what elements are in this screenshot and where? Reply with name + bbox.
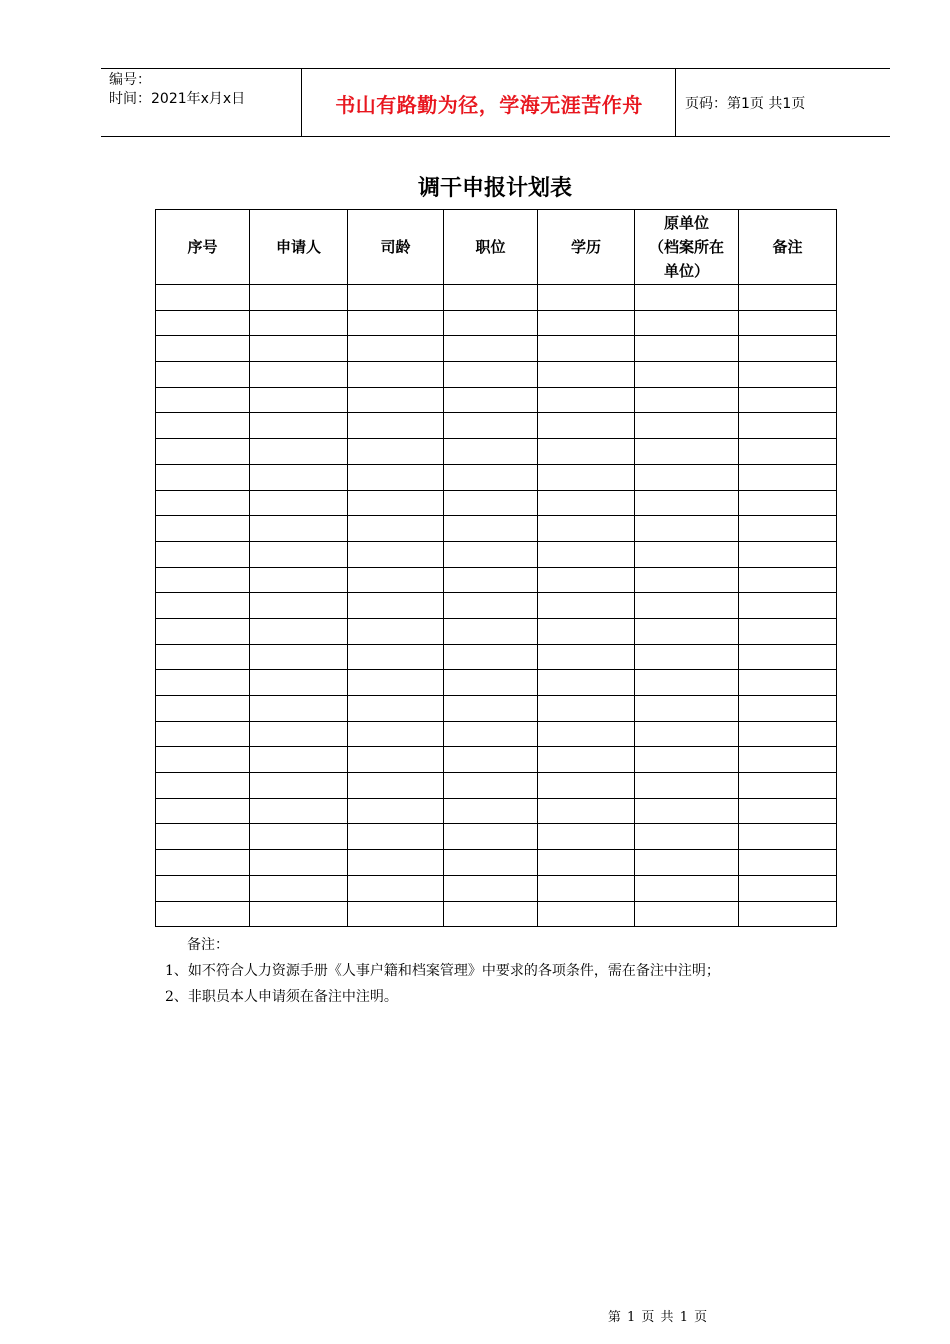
table-row — [156, 336, 837, 362]
table-cell[interactable] — [739, 670, 837, 696]
table-cell[interactable] — [156, 850, 250, 876]
table-cell[interactable] — [538, 798, 635, 824]
table-cell[interactable] — [444, 490, 538, 516]
table-cell[interactable] — [635, 336, 739, 362]
table-cell[interactable] — [538, 644, 635, 670]
table-body — [156, 285, 837, 927]
table-cell[interactable] — [348, 850, 444, 876]
table-cell[interactable] — [250, 824, 348, 850]
table-cell[interactable] — [250, 670, 348, 696]
table-cell[interactable] — [444, 670, 538, 696]
table-cell[interactable] — [538, 824, 635, 850]
table-cell[interactable] — [444, 824, 538, 850]
table-cell[interactable] — [156, 875, 250, 901]
number-label: 编号： — [109, 72, 151, 88]
table-cell[interactable] — [739, 336, 837, 362]
table-cell[interactable] — [444, 901, 538, 927]
table-cell[interactable] — [348, 773, 444, 799]
table-cell[interactable] — [156, 644, 250, 670]
table-cell[interactable] — [156, 310, 250, 336]
table-row — [156, 875, 837, 901]
table-cell[interactable] — [635, 439, 739, 465]
table-cell[interactable] — [156, 747, 250, 773]
table-cell[interactable] — [250, 850, 348, 876]
table-cell[interactable] — [156, 413, 250, 439]
table-cell[interactable] — [538, 285, 635, 311]
table-cell[interactable] — [739, 387, 837, 413]
table-cell[interactable] — [635, 285, 739, 311]
table-cell[interactable] — [739, 285, 837, 311]
notes-label: 备注： — [187, 937, 229, 953]
table-cell[interactable] — [538, 336, 635, 362]
table-cell[interactable] — [156, 696, 250, 722]
table-cell[interactable] — [348, 824, 444, 850]
page-indicator: 页码：第1页 共1页 — [685, 96, 806, 112]
table-cell[interactable] — [739, 644, 837, 670]
header-motto: 书山有路勤为径，学海无涯苦作舟 — [335, 93, 643, 117]
table-cell[interactable] — [739, 362, 837, 388]
table-cell[interactable] — [635, 644, 739, 670]
table-cell[interactable] — [635, 696, 739, 722]
header-meta — [109, 71, 245, 109]
table-cell[interactable] — [635, 824, 739, 850]
table-cell[interactable] — [348, 362, 444, 388]
table-cell[interactable] — [348, 464, 444, 490]
table-row — [156, 593, 837, 619]
table-row — [156, 644, 837, 670]
table-row — [156, 773, 837, 799]
table-row — [156, 541, 837, 567]
table-row — [156, 721, 837, 747]
table-cell[interactable] — [444, 747, 538, 773]
table-cell[interactable] — [635, 387, 739, 413]
table-cell[interactable] — [635, 901, 739, 927]
table-cell[interactable] — [156, 670, 250, 696]
table-cell[interactable] — [538, 387, 635, 413]
table-cell[interactable] — [348, 516, 444, 542]
table-cell[interactable] — [444, 413, 538, 439]
table-cell[interactable] — [538, 413, 635, 439]
table-cell[interactable] — [444, 618, 538, 644]
table-cell[interactable] — [635, 362, 739, 388]
table-cell[interactable] — [538, 593, 635, 619]
table-cell[interactable] — [538, 901, 635, 927]
table-cell[interactable] — [538, 850, 635, 876]
column-header-seniority: 司龄 — [348, 210, 444, 285]
table-cell[interactable] — [444, 850, 538, 876]
table-cell[interactable] — [250, 541, 348, 567]
table-row — [156, 901, 837, 927]
document-title: 调干申报计划表 — [417, 176, 572, 201]
document-header — [101, 68, 890, 137]
column-header-applicant: 申请人 — [250, 210, 348, 285]
table-cell[interactable] — [538, 696, 635, 722]
table-row — [156, 490, 837, 516]
table-row — [156, 824, 837, 850]
table-row — [156, 439, 837, 465]
notes-section — [155, 932, 720, 1010]
table-cell[interactable] — [444, 439, 538, 465]
table-cell[interactable] — [739, 824, 837, 850]
table-cell[interactable] — [739, 593, 837, 619]
table-cell[interactable] — [348, 336, 444, 362]
table-row — [156, 670, 837, 696]
table-cell[interactable] — [156, 285, 250, 311]
table-cell[interactable] — [538, 567, 635, 593]
table-cell[interactable] — [739, 439, 837, 465]
table-cell[interactable] — [250, 593, 348, 619]
table-cell[interactable] — [250, 387, 348, 413]
page-footer: 第 1 页 共 1 页 — [607, 1310, 709, 1325]
table-cell[interactable] — [250, 901, 348, 927]
table-cell[interactable] — [635, 516, 739, 542]
table-cell[interactable] — [444, 362, 538, 388]
table-cell[interactable] — [739, 747, 837, 773]
table-cell[interactable] — [348, 285, 444, 311]
table-cell[interactable] — [635, 464, 739, 490]
table-cell[interactable] — [444, 516, 538, 542]
table-cell[interactable] — [250, 773, 348, 799]
table-cell[interactable] — [538, 618, 635, 644]
table-cell[interactable] — [635, 875, 739, 901]
table-cell[interactable] — [156, 362, 250, 388]
table-cell[interactable] — [444, 696, 538, 722]
table-cell[interactable] — [348, 593, 444, 619]
table-cell[interactable] — [635, 490, 739, 516]
note-item: 2、非职员本人申请须在备注中注明。 — [165, 989, 398, 1005]
table-cell[interactable] — [538, 516, 635, 542]
table-cell[interactable] — [635, 567, 739, 593]
table-cell[interactable] — [250, 490, 348, 516]
table-cell[interactable] — [444, 773, 538, 799]
table-cell[interactable] — [348, 490, 444, 516]
table-cell[interactable] — [538, 310, 635, 336]
table-cell[interactable] — [444, 336, 538, 362]
table-cell[interactable] — [444, 593, 538, 619]
table-cell[interactable] — [348, 901, 444, 927]
table-cell[interactable] — [635, 747, 739, 773]
table-cell[interactable] — [348, 541, 444, 567]
table-cell[interactable] — [538, 747, 635, 773]
table-cell[interactable] — [250, 644, 348, 670]
table-cell[interactable] — [348, 413, 444, 439]
table-cell[interactable] — [635, 850, 739, 876]
table-cell[interactable] — [250, 516, 348, 542]
table-cell[interactable] — [156, 336, 250, 362]
table-cell[interactable] — [444, 798, 538, 824]
table-cell[interactable] — [635, 798, 739, 824]
table-cell[interactable] — [538, 773, 635, 799]
table-cell[interactable] — [156, 387, 250, 413]
table-cell[interactable] — [444, 464, 538, 490]
table-row — [156, 696, 837, 722]
table-row — [156, 850, 837, 876]
table-cell[interactable] — [156, 516, 250, 542]
table-cell[interactable] — [538, 541, 635, 567]
table-cell[interactable] — [250, 439, 348, 465]
table-cell[interactable] — [348, 567, 444, 593]
table-cell[interactable] — [538, 490, 635, 516]
table-cell[interactable] — [348, 721, 444, 747]
table-cell[interactable] — [444, 567, 538, 593]
table-cell[interactable] — [348, 670, 444, 696]
table-cell[interactable] — [739, 696, 837, 722]
column-header-index: 序号 — [156, 210, 250, 285]
table-cell[interactable] — [739, 875, 837, 901]
table-cell[interactable] — [739, 798, 837, 824]
table-cell[interactable] — [635, 310, 739, 336]
table-row — [156, 618, 837, 644]
table-cell[interactable] — [156, 541, 250, 567]
table-cell[interactable] — [739, 850, 837, 876]
table-cell[interactable] — [739, 541, 837, 567]
table-row — [156, 798, 837, 824]
table-cell[interactable] — [250, 362, 348, 388]
table-cell[interactable] — [156, 490, 250, 516]
table-cell[interactable] — [250, 567, 348, 593]
header-divider — [675, 69, 676, 136]
table-cell[interactable] — [250, 336, 348, 362]
table-cell[interactable] — [156, 721, 250, 747]
table-row — [156, 285, 837, 311]
time-label: 时间：2021年x月x日 — [109, 91, 246, 107]
table-cell[interactable] — [156, 593, 250, 619]
table-cell[interactable] — [156, 618, 250, 644]
table-cell[interactable] — [444, 541, 538, 567]
table-cell[interactable] — [538, 670, 635, 696]
plan-table — [155, 209, 837, 927]
table-cell[interactable] — [348, 798, 444, 824]
table-cell[interactable] — [739, 901, 837, 927]
table-cell[interactable] — [250, 721, 348, 747]
table-cell[interactable] — [250, 696, 348, 722]
table-cell[interactable] — [635, 593, 739, 619]
table-cell[interactable] — [348, 875, 444, 901]
table-cell[interactable] — [348, 310, 444, 336]
table-row — [156, 516, 837, 542]
table-cell[interactable] — [635, 773, 739, 799]
table-cell[interactable] — [739, 567, 837, 593]
table-cell[interactable] — [348, 439, 444, 465]
table-cell[interactable] — [348, 696, 444, 722]
table-cell[interactable] — [635, 618, 739, 644]
table-cell[interactable] — [156, 439, 250, 465]
table-cell[interactable] — [739, 618, 837, 644]
table-cell[interactable] — [739, 490, 837, 516]
table-row — [156, 387, 837, 413]
table-cell[interactable] — [739, 773, 837, 799]
table-cell[interactable] — [250, 747, 348, 773]
table-cell[interactable] — [156, 798, 250, 824]
table-cell[interactable] — [635, 413, 739, 439]
table-cell[interactable] — [538, 439, 635, 465]
table-cell[interactable] — [444, 721, 538, 747]
table-row — [156, 413, 837, 439]
table-cell[interactable] — [250, 285, 348, 311]
table-cell[interactable] — [538, 875, 635, 901]
table-cell[interactable] — [250, 798, 348, 824]
table-cell[interactable] — [156, 901, 250, 927]
table-cell[interactable] — [538, 362, 635, 388]
column-header-original-unit — [635, 210, 739, 285]
table-cell[interactable] — [444, 285, 538, 311]
table-row — [156, 310, 837, 336]
table-cell[interactable] — [348, 747, 444, 773]
table-cell[interactable] — [739, 310, 837, 336]
table-cell[interactable] — [348, 618, 444, 644]
table-cell[interactable] — [250, 618, 348, 644]
table-cell[interactable] — [635, 541, 739, 567]
column-header-original-unit-text: 原单位 （档案所在 单位） — [648, 214, 724, 280]
column-header-remarks: 备注 — [739, 210, 837, 285]
table-cell[interactable] — [635, 721, 739, 747]
table-cell[interactable] — [444, 387, 538, 413]
table-cell[interactable] — [250, 413, 348, 439]
table-cell[interactable] — [739, 516, 837, 542]
table-row — [156, 747, 837, 773]
table-cell[interactable] — [156, 773, 250, 799]
table-cell[interactable] — [156, 824, 250, 850]
table-cell[interactable] — [444, 875, 538, 901]
table-cell[interactable] — [739, 464, 837, 490]
table-cell[interactable] — [444, 644, 538, 670]
table-cell[interactable] — [444, 310, 538, 336]
table-row — [156, 464, 837, 490]
table-row — [156, 362, 837, 388]
table-cell[interactable] — [156, 567, 250, 593]
column-header-education: 学历 — [538, 210, 635, 285]
table-header-row — [156, 210, 837, 285]
table-row — [156, 567, 837, 593]
table-cell[interactable] — [538, 464, 635, 490]
table-cell[interactable] — [348, 387, 444, 413]
table-cell[interactable] — [635, 670, 739, 696]
table-cell[interactable] — [739, 413, 837, 439]
table-cell[interactable] — [348, 644, 444, 670]
column-header-position: 职位 — [444, 210, 538, 285]
table-cell[interactable] — [538, 721, 635, 747]
table-cell[interactable] — [250, 875, 348, 901]
table-cell[interactable] — [156, 464, 250, 490]
table-cell[interactable] — [250, 464, 348, 490]
table-cell[interactable] — [739, 721, 837, 747]
table-cell[interactable] — [250, 310, 348, 336]
note-item: 1、如不符合人力资源手册《人事户籍和档案管理》中要求的各项条件，需在备注中注明； — [165, 963, 720, 979]
